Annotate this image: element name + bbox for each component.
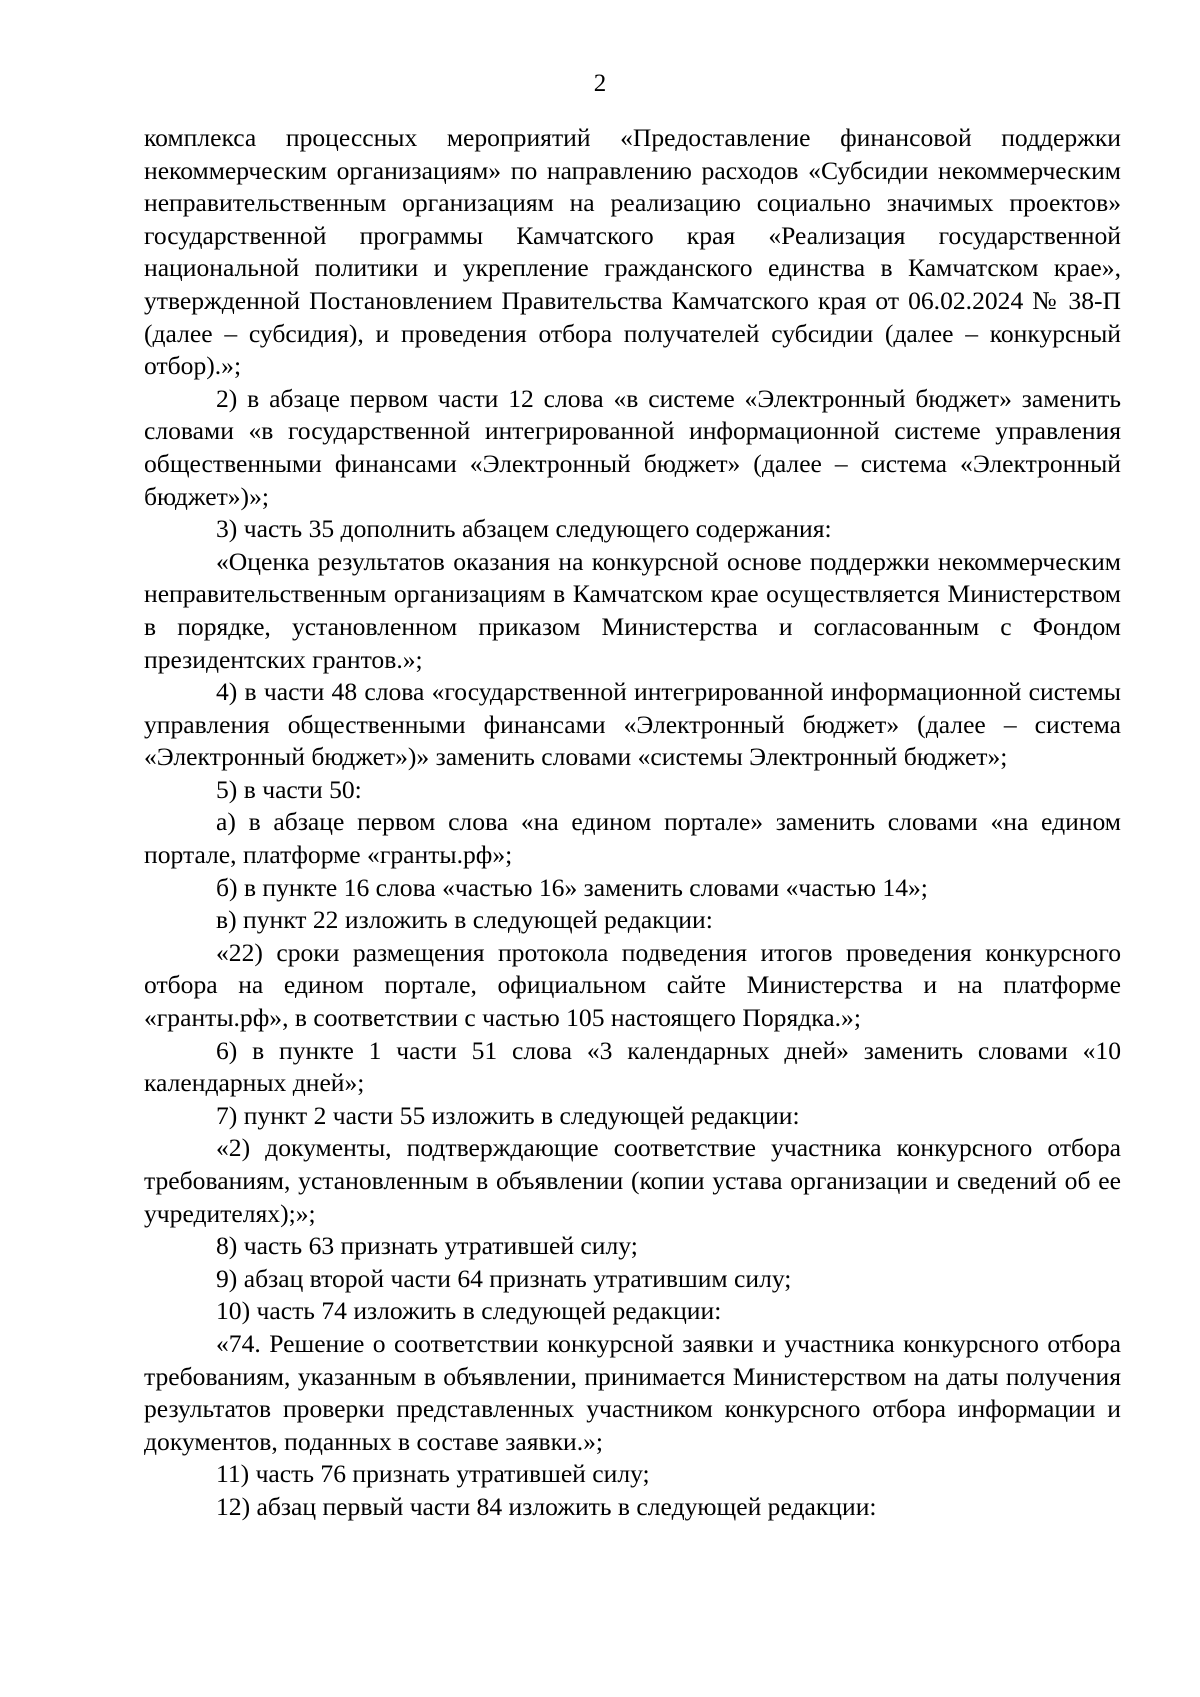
paragraph-item-8: 8) часть 63 признать утратившей силу; — [216, 1231, 638, 1261]
paragraph-subitem-a: а) в абзаце первом слова «на едином портале» заменить словами «на едином портале, платформе «гранты.рф»; — [144, 807, 1121, 870]
paragraph-subitem-b: б) в пункте 16 слова «частью 16» заменить словами «частью 14»; — [216, 872, 928, 902]
paragraph-item-6: 6) в пункте 1 части 51 слова «3 календарных дней» заменить словами «10 календарных дней»; — [144, 1035, 1121, 1098]
paragraph-item-5: 5) в части 50: — [216, 774, 362, 804]
paragraph-quote-part-35: «Оценка результатов оказания на конкурсной основе поддержки некоммерческим неправительственным организациям в Камчатском крае осуществляется Министерством в порядке, установленном приказом Министерства и согласованным с Фондом президентских грантов.»; — [144, 546, 1121, 674]
paragraph-quote-point-2: «2) документы, подтверждающие соответствие участника конкурсного отбора требованиям, установленным в объявлении (копии устава организации и сведений об ее учредителях);»; — [144, 1133, 1121, 1228]
paragraph-item-11: 11) часть 76 признать утратившей силу; — [216, 1459, 650, 1489]
paragraph-continuation: комплекса процессных мероприятий «Предоставление финансовой поддержки некоммерческим организациям» по направлению расходов «Субсидии некоммерческим неправительственным организациям на реализацию социально значимых проектов» государственной программы Камчатского края «Реализация государственной национальной политики и укрепление гражданского единства в Камчатском крае», утвержденной Постановлением Правительства Камчатского края от 06.02.2024 № 38-П (далее – субсидия), и проведения отбора получателей субсидии (далее – конкурсный отбор).»; — [144, 123, 1121, 381]
paragraph-item-2: 2) в абзаце первом части 12 слова «в системе «Электронный бюджет» заменить словами «в государственной интегрированной информационной системе управления общественными финансами «Электронный бюджет» (далее – система «Электронный бюджет»)»; — [144, 383, 1121, 511]
paragraph-subitem-v: в) пункт 22 изложить в следующей редакции: — [216, 905, 713, 935]
paragraph-quote-part-74: «74. Решение о соответствии конкурсной заявки и участника конкурсного отбора требованиям, указанным в объявлении, принимается Министерством на даты получения результатов проверки представленных участником конкурсного отбора информации и документов, поданных в составе заявки.»; — [144, 1328, 1121, 1456]
document-body — [144, 122, 1121, 1524]
paragraph-item-4: 4) в части 48 слова «государственной интегрированной информационной системы управления общественными финансами «Электронный бюджет» (далее – система «Электронный бюджет»)» заменить словами «системы Электронный бюджет»; — [144, 677, 1121, 772]
paragraph-item-10: 10) часть 74 изложить в следующей редакции: — [216, 1296, 722, 1326]
page-number: 2 — [593, 70, 607, 97]
paragraph-item-9: 9) абзац второй части 64 признать утратившим силу; — [216, 1263, 792, 1293]
paragraph-item-7: 7) пункт 2 части 55 изложить в следующей редакции: — [216, 1100, 800, 1130]
paragraph-quote-point-22: «22) сроки размещения протокола подведения итогов проведения конкурсного отбора на едином портале, официальном сайте Министерства и на платформе «гранты.рф», в соответствии с частью 105 настоящего Порядка.»; — [144, 937, 1121, 1033]
paragraph-item-12: 12) абзац первый части 84 изложить в следующей редакции: — [216, 1491, 877, 1521]
paragraph-item-3: 3) часть 35 дополнить абзацем следующего содержания: — [216, 514, 832, 544]
